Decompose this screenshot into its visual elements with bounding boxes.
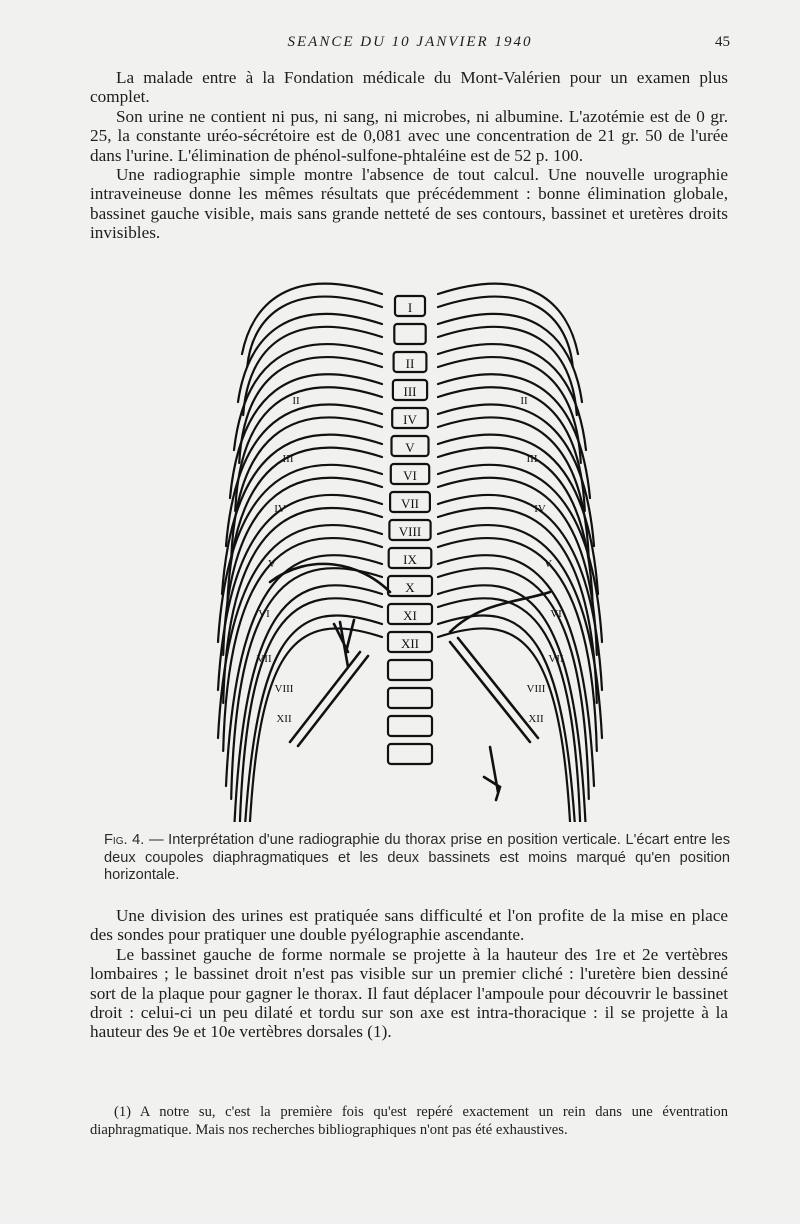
thorax-drawing [200, 272, 620, 822]
vertebra-label: II [405, 356, 415, 371]
paragraph: Une radiographie simple montre l'absence de tout calcul. Une nouvelle urographie intraveineuse donne les mêmes résultats que précédemment : bonne élimination globale, bassinet gauche visible, mais sans grande netteté de ses contours, bassinet et uretères droits invisibles. [90, 165, 728, 243]
vertebra-label: VIII [398, 524, 422, 539]
right-rib [438, 555, 594, 786]
page-number: 45 [715, 34, 730, 50]
right-rib-label: V [544, 558, 552, 570]
vertebra [394, 324, 425, 344]
vertebra-label: VII [400, 496, 420, 511]
left-rib-label: VII [256, 653, 272, 665]
right-pelvis-mark [334, 620, 354, 667]
paragraph: Son urine ne contient ni pus, ni sang, ni microbes, ni albumine. L'azotémie est de 0 gr. 25, la constante uréo-sécrétoire est de 0,081 avec une concentration de 21 gr. 50 de l'urée dans l'urine. L'élimination de phénol-sulfone-phtaléine est de 52 p. 100. [90, 106, 728, 165]
vertebra [388, 744, 432, 764]
vertebra [388, 688, 432, 708]
caption-text: — Interprétation d'une radiographie du thorax prise en position verticale. L'écart entre les deux coupoles diaphragmatiques et les deux bassinets est moins marqué qu'en position horizontale. [104, 832, 730, 883]
right-rib-label: VIII [526, 683, 546, 695]
vertebra-label: IX [403, 552, 417, 567]
left-rib-label: IV [274, 503, 286, 515]
right-rib-label: VII [548, 653, 564, 665]
right-rib-label: IV [534, 503, 546, 515]
left-rib-label: III [282, 453, 294, 465]
ureter-mark [484, 747, 500, 800]
paragraph: La malade entre à la Fondation médicale du Mont-Valérien pour un examen plus complet. [90, 68, 728, 107]
vertebra [388, 660, 432, 680]
running-title: SEANCE DU 10 JANVIER 1940 [287, 34, 533, 50]
left-rib [226, 555, 382, 786]
figure-label: Fig. 4. [104, 832, 145, 848]
left-rib-label: XII [276, 713, 292, 725]
left-rib [230, 374, 382, 498]
body-text-bottom [90, 906, 728, 1042]
paragraph: Le bassinet gauche de forme normale se projette à la hauteur des 1re et 2e vertèbres lombaires ; le bassinet droit n'est pas visible sur un premier cliché : l'uretère bien dessiné sort de la plaque pour gagner le thorax. Il faut déplacer l'ampoule pour découvrir le bassinet droit : celui-ci un peu dilaté et tordu sur son axe est intra-thoracique : il se projette à la hauteur des 9e et 10e vertèbres dorsales (1). [90, 944, 728, 1042]
thorax-figure [200, 272, 620, 822]
vertebra-label: V [405, 440, 415, 455]
right-rib [438, 374, 590, 498]
left-rib [226, 404, 382, 546]
footnote-text: (1) A notre su, c'est la première fois qu'est repéré exactement un rein dans une éventration diaphragmatique. Mais nos recherches bibliographiques n'ont pas été exhaustives. [90, 1104, 728, 1138]
left-twelfth-rib [290, 652, 368, 746]
vertebra-label: III [403, 384, 417, 399]
running-header [90, 34, 730, 56]
vertebra [388, 716, 432, 736]
body-text-top [90, 68, 728, 243]
vertebra-label: IV [403, 412, 417, 427]
left-rib-label: V [268, 558, 276, 570]
vertebra-label: X [405, 580, 415, 595]
right-rib-label: VI [550, 608, 562, 620]
right-rib-label: III [526, 453, 538, 465]
footnote [90, 1104, 728, 1139]
vertebra-label: VI [403, 468, 417, 483]
right-rib [438, 404, 594, 546]
figure-caption [104, 832, 730, 885]
right-rib-label: II [520, 395, 528, 407]
right-rib-label: XII [528, 713, 544, 725]
vertebra-label: XI [403, 608, 417, 623]
right-diaphragm-line [450, 592, 550, 632]
paragraph: Une division des urines est pratiquée sans difficulté et l'on profite de la mise en place des sondes pour pratiquer une double pyélographie ascendante. [90, 906, 728, 945]
vertebra-label: XII [400, 636, 420, 651]
vertebra-label: I [407, 300, 413, 315]
left-rib-label: II [292, 395, 300, 407]
left-rib-label: VIII [274, 683, 294, 695]
right-twelfth-rib [450, 638, 538, 742]
left-rib-label: VI [258, 608, 270, 620]
